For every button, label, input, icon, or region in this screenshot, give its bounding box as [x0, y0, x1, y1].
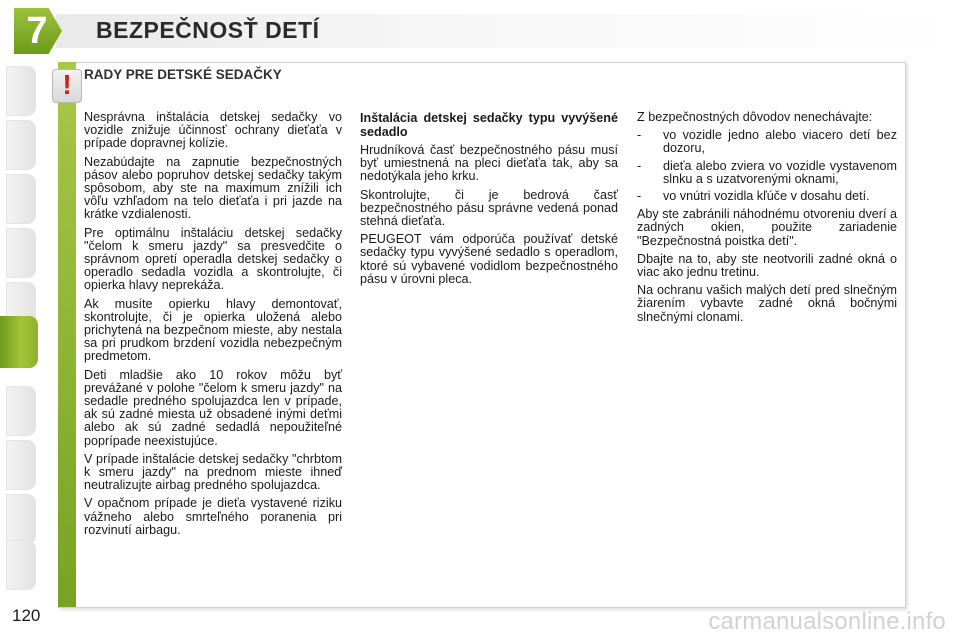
card-accent-stripe — [58, 62, 76, 607]
list-item: - vo vnútri vozidla kľúče v dosahu detí. — [637, 189, 870, 204]
paragraph: PEUGEOT vám odporúča používať detské sedačky typu vyvýšené sedadlo s operadlom, ktoré sú vybavené vodidlom bezpečnostného pásu v úrovni pleca. — [360, 232, 618, 286]
paragraph: Pre optimálnu inštaláciu detskej sedačky "čelom k smeru jazdy" sa presvedčite o správnom opretí operadla detskej sedačky o operadlo sedadla vozidla a skontrolujte, či opierka hlavy neprekáža. — [84, 225, 342, 293]
subheading: Inštalácia detskej sedačky typu vyvýšené sedadlo — [360, 111, 618, 139]
chapter-tab-11[interactable] — [6, 540, 36, 590]
paragraph: V opačnom prípade je dieťa vystavené riziku vážneho alebo smrteľného poranenia pri rozvinutí airbagu. — [84, 496, 342, 537]
page-title: BEZPEČNOSŤ DETÍ — [96, 17, 320, 43]
warning-icon: ! — [62, 69, 72, 100]
paragraph: Hrudníková časť bezpečnostného pásu musí byť umiestnená na pleci dieťaťa tak, aby sa nedotýkala jeho krku. — [360, 143, 618, 184]
paragraph: Nesprávna inštalácia detskej sedačky vo vozidle znižuje účinnosť ochrany dieťaťa v prípade dopravnej kolízie. — [84, 110, 342, 151]
chapter-number: 7 — [26, 10, 48, 52]
paragraph: Nezabúdajte na zapnutie bezpečnostných pásov alebo popruhov detskej sedačky takým spôsobom, aby ste na maximum znížili ich vôľu vzhľadom na telo dieťaťa i pri jazde na krátke vzdialenosti. — [84, 154, 342, 222]
paragraph: Aby ste zabránili náhodnému otvoreniu dverí a zadných okien, použite zariadenie "Bezpečnostná poistka detí". — [637, 207, 897, 248]
paragraph: Ak musíte opierku hlavy demontovať, skontrolujte, či je opierka uložená alebo prichytená na bezpečnom mieste, aby nestala sa pri prudkom brzdení vozidla nebezpečným predmetom. — [84, 296, 342, 364]
paragraph: Dbajte na to, aby ste neotvorili zadné okná o viac ako jednu tretinu. — [637, 251, 897, 280]
watermark: carmanualsonline.info — [708, 608, 946, 635]
text-column-2 — [360, 112, 618, 291]
chapter-tab-2[interactable] — [6, 120, 36, 170]
list-item: - dieťa alebo zviera vo vozidle vystavenom slnku a s uzatvorenými oknami, — [637, 158, 897, 186]
list-intro: Z bezpečnostných dôvodov nenechávajte: — [637, 110, 873, 124]
chapter-tab-rail — [0, 40, 48, 580]
list-dash: - — [637, 189, 642, 204]
warning-list — [637, 129, 897, 203]
paragraph: Skontrolujte, či je bedrová časť bezpečnostného pásu správne vedená ponad stehná dieťaťa. — [360, 187, 618, 229]
list-dash: - — [637, 128, 642, 143]
text-column-1 — [84, 111, 342, 542]
page-number: 120 — [12, 606, 41, 625]
chapter-tab-1[interactable] — [6, 66, 36, 116]
list-dash: - — [637, 158, 642, 173]
text-column-3 — [637, 111, 897, 329]
paragraph: Deti mladšie ako 10 rokov môžu byť prevážané v polohe "čelom k smeru jazdy" na sedadle predného spolujazdca len v prípade, ak sú zadné miesta už obsadené inými deťmi alebo ak sú zadné sedadlá nepoužiteľné poprípade neexistujúce. — [84, 367, 342, 448]
paragraph: Na ochranu vašich malých detí pred slnečným žiarením vybavte zadné okná bočnými slnečnými clonami. — [637, 283, 897, 324]
chapter-tab-7-active[interactable] — [0, 316, 38, 368]
section-title: RADY PRE DETSKÉ SEDAČKY — [84, 67, 282, 82]
chapter-tab-4[interactable] — [6, 228, 36, 278]
chapter-tab-9[interactable] — [6, 440, 36, 490]
paragraph: V prípade inštalácie detskej sedačky "chrbtom k smeru jazdy" na prednom mieste ihneď neutralizujte airbag predného spolujazdca. — [84, 451, 342, 493]
list-item: - vo vozidle jedno alebo viacero detí bez dozoru, — [637, 128, 897, 156]
chapter-tab-3[interactable] — [6, 174, 36, 224]
chapter-tab-8[interactable] — [6, 386, 36, 436]
chapter-tab-10[interactable] — [6, 494, 36, 544]
